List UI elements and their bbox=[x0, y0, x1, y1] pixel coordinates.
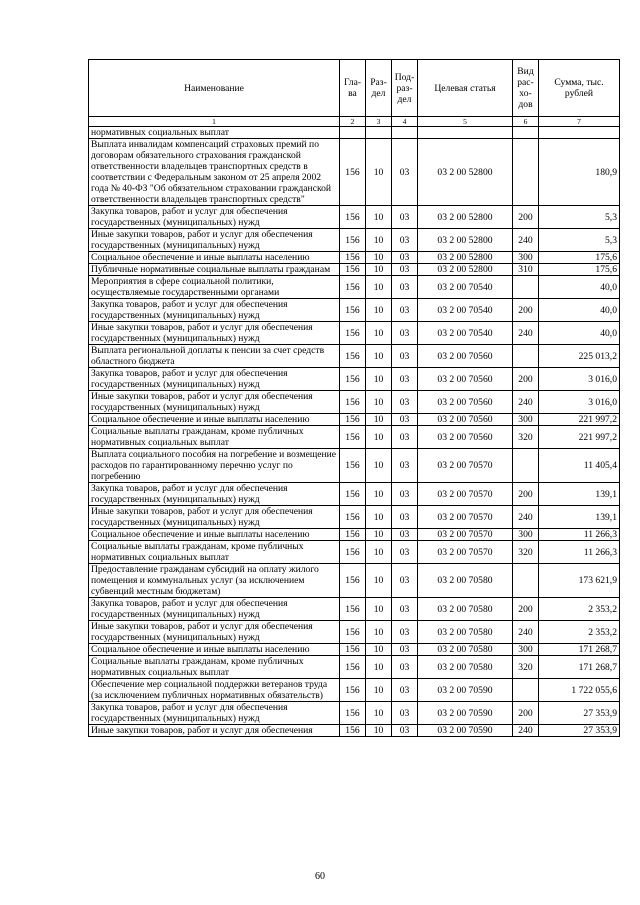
cell-razdel: 10 bbox=[366, 426, 392, 449]
table-row bbox=[89, 679, 620, 702]
cell-glava: 156 bbox=[340, 541, 366, 564]
cell-glava: 156 bbox=[340, 506, 366, 529]
budget-table bbox=[88, 59, 620, 737]
cell-glava: 156 bbox=[340, 276, 366, 299]
cell-razdel: 10 bbox=[366, 656, 392, 679]
cell-vid bbox=[513, 276, 539, 299]
table-row bbox=[89, 529, 620, 541]
cell-target: 03 2 00 70580 bbox=[418, 656, 513, 679]
cell-target: 03 2 00 52800 bbox=[418, 264, 513, 276]
cell-podrazdel: 03 bbox=[392, 229, 418, 252]
cell-razdel: 10 bbox=[366, 679, 392, 702]
cell-razdel: 10 bbox=[366, 391, 392, 414]
cell-podrazdel: 03 bbox=[392, 564, 418, 598]
cell-vid: 300 bbox=[513, 252, 539, 264]
cell-razdel: 10 bbox=[366, 322, 392, 345]
cell-sum: 175,6 bbox=[539, 252, 620, 264]
header-name: Наименование bbox=[89, 60, 340, 117]
cell-vid: 200 bbox=[513, 702, 539, 725]
cell-razdel: 10 bbox=[366, 621, 392, 644]
cell-target: 03 2 00 70590 bbox=[418, 725, 513, 737]
header-podrazdel: Под-раз-дел bbox=[392, 60, 418, 117]
cell-sum: 11 266,3 bbox=[539, 529, 620, 541]
table-row bbox=[89, 426, 620, 449]
cell-name: Закупка товаров, работ и услуг для обеспечения государственных (муниципальных) нужд bbox=[89, 483, 340, 506]
cell-sum: 171 268,7 bbox=[539, 644, 620, 656]
cell-razdel: 10 bbox=[366, 368, 392, 391]
cell-podrazdel: 03 bbox=[392, 656, 418, 679]
cell-glava: 156 bbox=[340, 252, 366, 264]
cell-razdel: 10 bbox=[366, 414, 392, 426]
cell-glava: 156 bbox=[340, 621, 366, 644]
column-number: 2 bbox=[340, 117, 366, 127]
table-row bbox=[89, 322, 620, 345]
cell-razdel: 10 bbox=[366, 252, 392, 264]
cell-razdel: 10 bbox=[366, 229, 392, 252]
cell-podrazdel: 03 bbox=[392, 368, 418, 391]
cell-glava: 156 bbox=[340, 368, 366, 391]
cell-glava: 156 bbox=[340, 449, 366, 483]
cell-glava: 156 bbox=[340, 426, 366, 449]
table-row bbox=[89, 139, 620, 206]
cell-sum: 40,0 bbox=[539, 276, 620, 299]
cell-razdel: 10 bbox=[366, 299, 392, 322]
cell-sum: 11 405,4 bbox=[539, 449, 620, 483]
cell-razdel bbox=[366, 127, 392, 139]
cell-target: 03 2 00 70560 bbox=[418, 368, 513, 391]
cell-target: 03 2 00 70570 bbox=[418, 483, 513, 506]
cell-vid: 240 bbox=[513, 725, 539, 737]
cell-sum: 221 997,2 bbox=[539, 426, 620, 449]
cell-vid: 240 bbox=[513, 229, 539, 252]
cell-name: Социальное обеспечение и иные выплаты населению bbox=[89, 414, 340, 426]
cell-podrazdel bbox=[392, 127, 418, 139]
header-glava: Гла-ва bbox=[340, 60, 366, 117]
cell-podrazdel: 03 bbox=[392, 644, 418, 656]
cell-sum: 40,0 bbox=[539, 322, 620, 345]
cell-sum: 5,3 bbox=[539, 229, 620, 252]
cell-podrazdel: 03 bbox=[392, 345, 418, 368]
cell-name: Обеспечение мер социальной поддержки ветеранов труда (за исключением публичных нормативных обязательств) bbox=[89, 679, 340, 702]
table-row bbox=[89, 299, 620, 322]
cell-vid: 200 bbox=[513, 598, 539, 621]
header-vid: Вид рас-хо-дов bbox=[513, 60, 539, 117]
cell-target bbox=[418, 127, 513, 139]
cell-glava: 156 bbox=[340, 656, 366, 679]
cell-razdel: 10 bbox=[366, 483, 392, 506]
cell-target: 03 2 00 52800 bbox=[418, 229, 513, 252]
column-number: 1 bbox=[89, 117, 340, 127]
cell-name: Иные закупки товаров, работ и услуг для обеспечения государственных (муниципальных) нужд bbox=[89, 322, 340, 345]
cell-target: 03 2 00 70570 bbox=[418, 529, 513, 541]
column-number: 5 bbox=[418, 117, 513, 127]
cell-podrazdel: 03 bbox=[392, 541, 418, 564]
cell-glava: 156 bbox=[340, 529, 366, 541]
cell-podrazdel: 03 bbox=[392, 206, 418, 229]
cell-vid: 240 bbox=[513, 322, 539, 345]
cell-glava: 156 bbox=[340, 299, 366, 322]
cell-podrazdel: 03 bbox=[392, 139, 418, 206]
cell-vid: 320 bbox=[513, 541, 539, 564]
table-row bbox=[89, 656, 620, 679]
cell-podrazdel: 03 bbox=[392, 529, 418, 541]
cell-podrazdel: 03 bbox=[392, 598, 418, 621]
cell-sum: 139,1 bbox=[539, 506, 620, 529]
cell-glava: 156 bbox=[340, 598, 366, 621]
cell-vid: 240 bbox=[513, 506, 539, 529]
cell-vid: 200 bbox=[513, 206, 539, 229]
cell-sum bbox=[539, 127, 620, 139]
column-number-row bbox=[89, 117, 620, 127]
cell-vid: 320 bbox=[513, 426, 539, 449]
cell-glava: 156 bbox=[340, 264, 366, 276]
cell-target: 03 2 00 70580 bbox=[418, 598, 513, 621]
cell-vid bbox=[513, 449, 539, 483]
cell-sum: 40,0 bbox=[539, 299, 620, 322]
column-number: 7 bbox=[539, 117, 620, 127]
column-number: 6 bbox=[513, 117, 539, 127]
cell-target: 03 2 00 70580 bbox=[418, 644, 513, 656]
cell-target: 03 2 00 70560 bbox=[418, 414, 513, 426]
cell-vid: 240 bbox=[513, 621, 539, 644]
cell-target: 03 2 00 70570 bbox=[418, 506, 513, 529]
cell-sum: 175,6 bbox=[539, 264, 620, 276]
cell-glava: 156 bbox=[340, 564, 366, 598]
cell-razdel: 10 bbox=[366, 139, 392, 206]
cell-vid: 300 bbox=[513, 414, 539, 426]
cell-target: 03 2 00 70590 bbox=[418, 679, 513, 702]
cell-razdel: 10 bbox=[366, 541, 392, 564]
table-row bbox=[89, 229, 620, 252]
cell-sum: 5,3 bbox=[539, 206, 620, 229]
cell-target: 03 2 00 70580 bbox=[418, 564, 513, 598]
cell-podrazdel: 03 bbox=[392, 725, 418, 737]
table-row bbox=[89, 252, 620, 264]
cell-podrazdel: 03 bbox=[392, 322, 418, 345]
cell-glava: 156 bbox=[340, 206, 366, 229]
cell-target: 03 2 00 52800 bbox=[418, 252, 513, 264]
table-row bbox=[89, 368, 620, 391]
cell-vid bbox=[513, 139, 539, 206]
table-row bbox=[89, 127, 620, 139]
cell-razdel: 10 bbox=[366, 644, 392, 656]
cell-vid: 300 bbox=[513, 644, 539, 656]
cell-name: Предоставление гражданам субсидий на оплату жилого помещения и коммунальных услуг (за исключением субвенций местным бюджетам) bbox=[89, 564, 340, 598]
table-row bbox=[89, 483, 620, 506]
cell-sum: 1 722 055,6 bbox=[539, 679, 620, 702]
table-row bbox=[89, 621, 620, 644]
cell-sum: 3 016,0 bbox=[539, 368, 620, 391]
table-row bbox=[89, 506, 620, 529]
cell-razdel: 10 bbox=[366, 206, 392, 229]
cell-razdel: 10 bbox=[366, 702, 392, 725]
cell-name: Социальные выплаты гражданам, кроме публичных нормативных социальных выплат bbox=[89, 541, 340, 564]
cell-sum: 27 353,9 bbox=[539, 725, 620, 737]
cell-vid: 200 bbox=[513, 368, 539, 391]
cell-razdel: 10 bbox=[366, 529, 392, 541]
cell-glava: 156 bbox=[340, 345, 366, 368]
cell-target: 03 2 00 70560 bbox=[418, 345, 513, 368]
cell-podrazdel: 03 bbox=[392, 702, 418, 725]
cell-name: Закупка товаров, работ и услуг для обеспечения государственных (муниципальных) нужд bbox=[89, 598, 340, 621]
table-header bbox=[89, 60, 620, 127]
cell-vid: 300 bbox=[513, 529, 539, 541]
table-row bbox=[89, 206, 620, 229]
cell-vid bbox=[513, 127, 539, 139]
cell-target: 03 2 00 70570 bbox=[418, 541, 513, 564]
cell-podrazdel: 03 bbox=[392, 276, 418, 299]
table-row bbox=[89, 276, 620, 299]
cell-sum: 11 266,3 bbox=[539, 541, 620, 564]
cell-glava: 156 bbox=[340, 322, 366, 345]
cell-name: Мероприятия в сфере социальной политики, осуществляемые государственными органами bbox=[89, 276, 340, 299]
page-number: 60 bbox=[315, 871, 325, 882]
cell-vid: 200 bbox=[513, 299, 539, 322]
table-row bbox=[89, 414, 620, 426]
cell-razdel: 10 bbox=[366, 276, 392, 299]
cell-sum: 171 268,7 bbox=[539, 656, 620, 679]
cell-vid bbox=[513, 679, 539, 702]
table-row bbox=[89, 598, 620, 621]
header-sum: Сумма, тыс. рублей bbox=[539, 60, 620, 117]
cell-razdel: 10 bbox=[366, 725, 392, 737]
cell-podrazdel: 03 bbox=[392, 426, 418, 449]
cell-name: Иные закупки товаров, работ и услуг для обеспечения bbox=[89, 725, 340, 737]
cell-glava: 156 bbox=[340, 139, 366, 206]
cell-target: 03 2 00 70580 bbox=[418, 621, 513, 644]
cell-name: Социальное обеспечение и иные выплаты населению bbox=[89, 252, 340, 264]
cell-name: Иные закупки товаров, работ и услуг для обеспечения государственных (муниципальных) нужд bbox=[89, 229, 340, 252]
cell-podrazdel: 03 bbox=[392, 483, 418, 506]
cell-razdel: 10 bbox=[366, 345, 392, 368]
cell-razdel: 10 bbox=[366, 449, 392, 483]
cell-glava: 156 bbox=[340, 414, 366, 426]
cell-vid: 310 bbox=[513, 264, 539, 276]
cell-glava bbox=[340, 127, 366, 139]
cell-name: Закупка товаров, работ и услуг для обеспечения государственных (муниципальных) нужд bbox=[89, 206, 340, 229]
cell-sum: 180,9 bbox=[539, 139, 620, 206]
table-row bbox=[89, 644, 620, 656]
cell-vid: 320 bbox=[513, 656, 539, 679]
cell-sum: 27 353,9 bbox=[539, 702, 620, 725]
cell-name: Социальное обеспечение и иные выплаты населению bbox=[89, 644, 340, 656]
cell-vid: 200 bbox=[513, 483, 539, 506]
cell-name: Социальные выплаты гражданам, кроме публичных нормативных социальных выплат bbox=[89, 656, 340, 679]
cell-podrazdel: 03 bbox=[392, 679, 418, 702]
cell-sum: 3 016,0 bbox=[539, 391, 620, 414]
header-target: Целевая статья bbox=[418, 60, 513, 117]
cell-name: Иные закупки товаров, работ и услуг для обеспечения государственных (муниципальных) нужд bbox=[89, 506, 340, 529]
column-number: 3 bbox=[366, 117, 392, 127]
cell-glava: 156 bbox=[340, 725, 366, 737]
table-row bbox=[89, 391, 620, 414]
cell-sum: 225 013,2 bbox=[539, 345, 620, 368]
cell-podrazdel: 03 bbox=[392, 299, 418, 322]
cell-name: Иные закупки товаров, работ и услуг для обеспечения государственных (муниципальных) нужд bbox=[89, 621, 340, 644]
table-row bbox=[89, 564, 620, 598]
cell-target: 03 2 00 70590 bbox=[418, 702, 513, 725]
cell-podrazdel: 03 bbox=[392, 506, 418, 529]
cell-target: 03 2 00 70560 bbox=[418, 426, 513, 449]
cell-podrazdel: 03 bbox=[392, 414, 418, 426]
cell-podrazdel: 03 bbox=[392, 252, 418, 264]
cell-vid bbox=[513, 345, 539, 368]
table-row bbox=[89, 345, 620, 368]
cell-glava: 156 bbox=[340, 702, 366, 725]
cell-podrazdel: 03 bbox=[392, 391, 418, 414]
cell-name: Иные закупки товаров, работ и услуг для обеспечения государственных (муниципальных) нужд bbox=[89, 391, 340, 414]
cell-name: нормативных социальных выплат bbox=[89, 127, 340, 139]
cell-name: Закупка товаров, работ и услуг для обеспечения государственных (муниципальных) нужд bbox=[89, 299, 340, 322]
cell-name: Публичные нормативные социальные выплаты гражданам bbox=[89, 264, 340, 276]
cell-name: Закупка товаров, работ и услуг для обеспечения государственных (муниципальных) нужд bbox=[89, 702, 340, 725]
cell-name: Социальное обеспечение и иные выплаты населению bbox=[89, 529, 340, 541]
cell-target: 03 2 00 70570 bbox=[418, 449, 513, 483]
cell-sum: 173 621,9 bbox=[539, 564, 620, 598]
cell-vid bbox=[513, 564, 539, 598]
cell-target: 03 2 00 70540 bbox=[418, 299, 513, 322]
cell-podrazdel: 03 bbox=[392, 621, 418, 644]
table-row bbox=[89, 702, 620, 725]
cell-name: Выплата социального пособия на погребение и возмещение расходов по гарантированному перечню услуг по погребению bbox=[89, 449, 340, 483]
cell-glava: 156 bbox=[340, 644, 366, 656]
cell-glava: 156 bbox=[340, 229, 366, 252]
cell-target: 03 2 00 52800 bbox=[418, 139, 513, 206]
cell-sum: 2 353,2 bbox=[539, 598, 620, 621]
cell-name: Выплата региональной доплаты к пенсии за счет средств областного бюджета bbox=[89, 345, 340, 368]
table-row bbox=[89, 725, 620, 737]
cell-target: 03 2 00 70540 bbox=[418, 276, 513, 299]
header-razdel: Раз-дел bbox=[366, 60, 392, 117]
cell-razdel: 10 bbox=[366, 598, 392, 621]
table-row bbox=[89, 264, 620, 276]
cell-sum: 221 997,2 bbox=[539, 414, 620, 426]
cell-vid: 240 bbox=[513, 391, 539, 414]
cell-sum: 2 353,2 bbox=[539, 621, 620, 644]
cell-razdel: 10 bbox=[366, 506, 392, 529]
column-number: 4 bbox=[392, 117, 418, 127]
cell-name: Социальные выплаты гражданам, кроме публичных нормативных социальных выплат bbox=[89, 426, 340, 449]
cell-name: Выплата инвалидам компенсаций страховых премий по договорам обязательного страхования гражданской ответственности владельцев транспортных средств в соответствии с Федеральным законом от 25 апреля 2002 года № 40-ФЗ "Об обязательном страховании гражданской ответственности владельцев транспортных средств" bbox=[89, 139, 340, 206]
cell-glava: 156 bbox=[340, 483, 366, 506]
cell-razdel: 10 bbox=[366, 264, 392, 276]
cell-target: 03 2 00 70560 bbox=[418, 391, 513, 414]
cell-sum: 139,1 bbox=[539, 483, 620, 506]
cell-razdel: 10 bbox=[366, 564, 392, 598]
table-row bbox=[89, 541, 620, 564]
table-row bbox=[89, 449, 620, 483]
cell-target: 03 2 00 70540 bbox=[418, 322, 513, 345]
cell-glava: 156 bbox=[340, 391, 366, 414]
table-body bbox=[89, 127, 620, 737]
cell-target: 03 2 00 52800 bbox=[418, 206, 513, 229]
cell-glava: 156 bbox=[340, 679, 366, 702]
cell-podrazdel: 03 bbox=[392, 264, 418, 276]
cell-name: Закупка товаров, работ и услуг для обеспечения государственных (муниципальных) нужд bbox=[89, 368, 340, 391]
cell-podrazdel: 03 bbox=[392, 449, 418, 483]
